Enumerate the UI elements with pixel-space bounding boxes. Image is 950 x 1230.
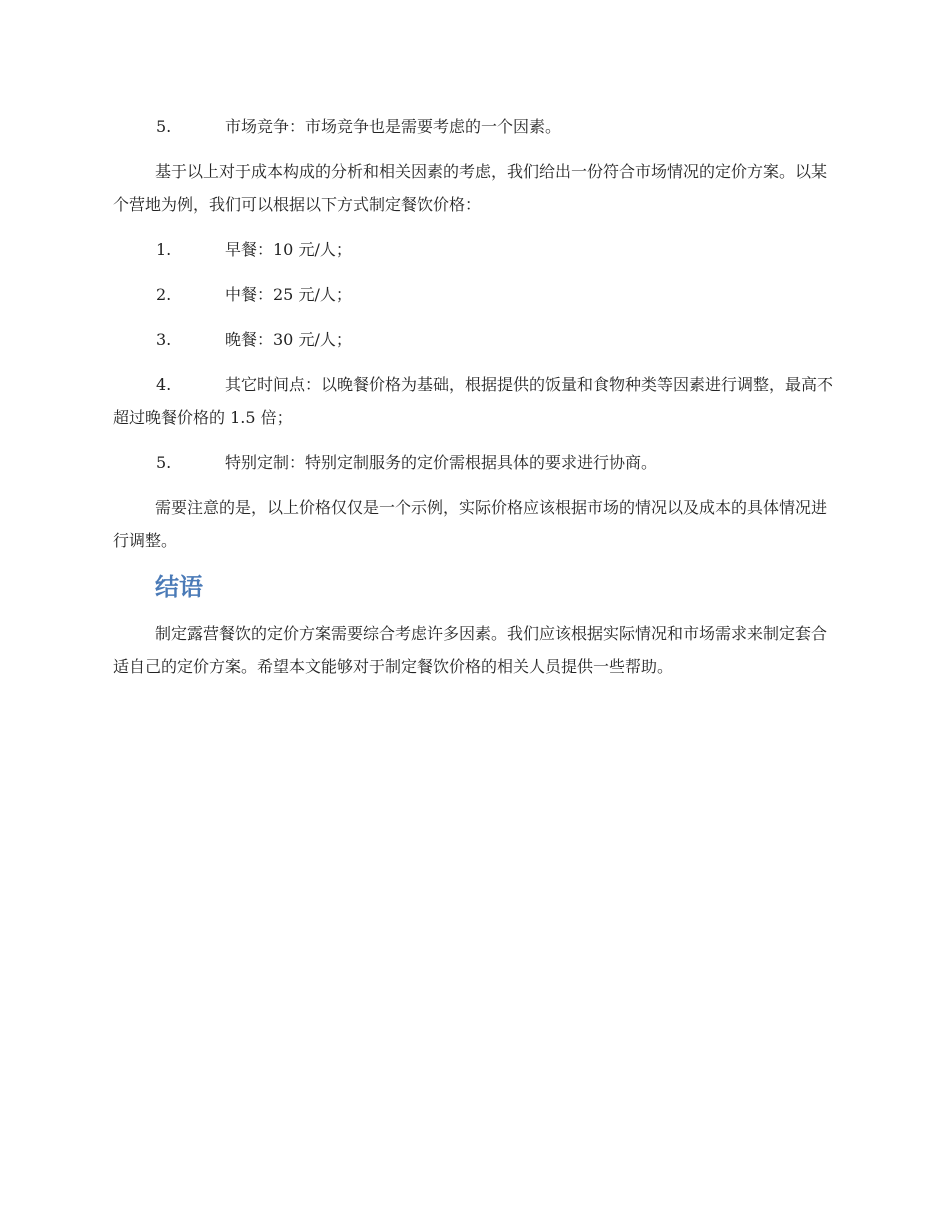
- list-item-text: 特别定制：特别定制服务的定价需根据具体的要求进行协商。: [225, 453, 658, 472]
- paragraph-conclusion: 制定露营餐饮的定价方案需要综合考虑许多因素。我们应该根据实际情况和市场需求来制定套合适自己的定价方案。希望本文能够对于制定餐饮价格的相关人员提供一些帮助。: [113, 624, 828, 676]
- list-item-text: 市场竞争：市场竞争也是需要考虑的一个因素。: [225, 117, 562, 136]
- list-item-text: 早餐：10 元/人；: [225, 240, 352, 259]
- section-heading: 结语: [155, 573, 203, 601]
- list-item-number: 1.: [156, 240, 172, 259]
- list-item-text: 晚餐：30 元/人；: [225, 330, 352, 349]
- list-item-text: 中餐：25 元/人；: [225, 285, 352, 304]
- paragraph-note: 需要注意的是，以上价格仅仅是一个示例，实际价格应该根据市场的情况以及成本的具体情况进行调整。: [113, 498, 828, 550]
- list-item-number: 4.: [156, 375, 172, 394]
- document-body: [113, 110, 840, 695]
- list-item: [113, 233, 840, 266]
- list-item: [113, 446, 840, 479]
- list-item: [113, 278, 840, 311]
- list-item: [113, 323, 840, 356]
- list-item-number: 2.: [156, 285, 172, 304]
- list-item-number: 5.: [156, 453, 172, 472]
- list-item-number: 5.: [156, 117, 172, 136]
- list-item-number: 3.: [156, 330, 172, 349]
- list-item-text: 其它时间点：以晚餐价格为基础，根据提供的饭量和食物种类等因素进行调整，最高不超过晚餐价格的 1.5 倍；: [113, 375, 834, 427]
- list-item: [113, 110, 840, 143]
- paragraph-pricing-intro: 基于以上对于成本构成的分析和相关因素的考虑，我们给出一份符合市场情况的定价方案。以某个营地为例，我们可以根据以下方式制定餐饮价格：: [113, 162, 828, 214]
- list-item: [113, 368, 840, 434]
